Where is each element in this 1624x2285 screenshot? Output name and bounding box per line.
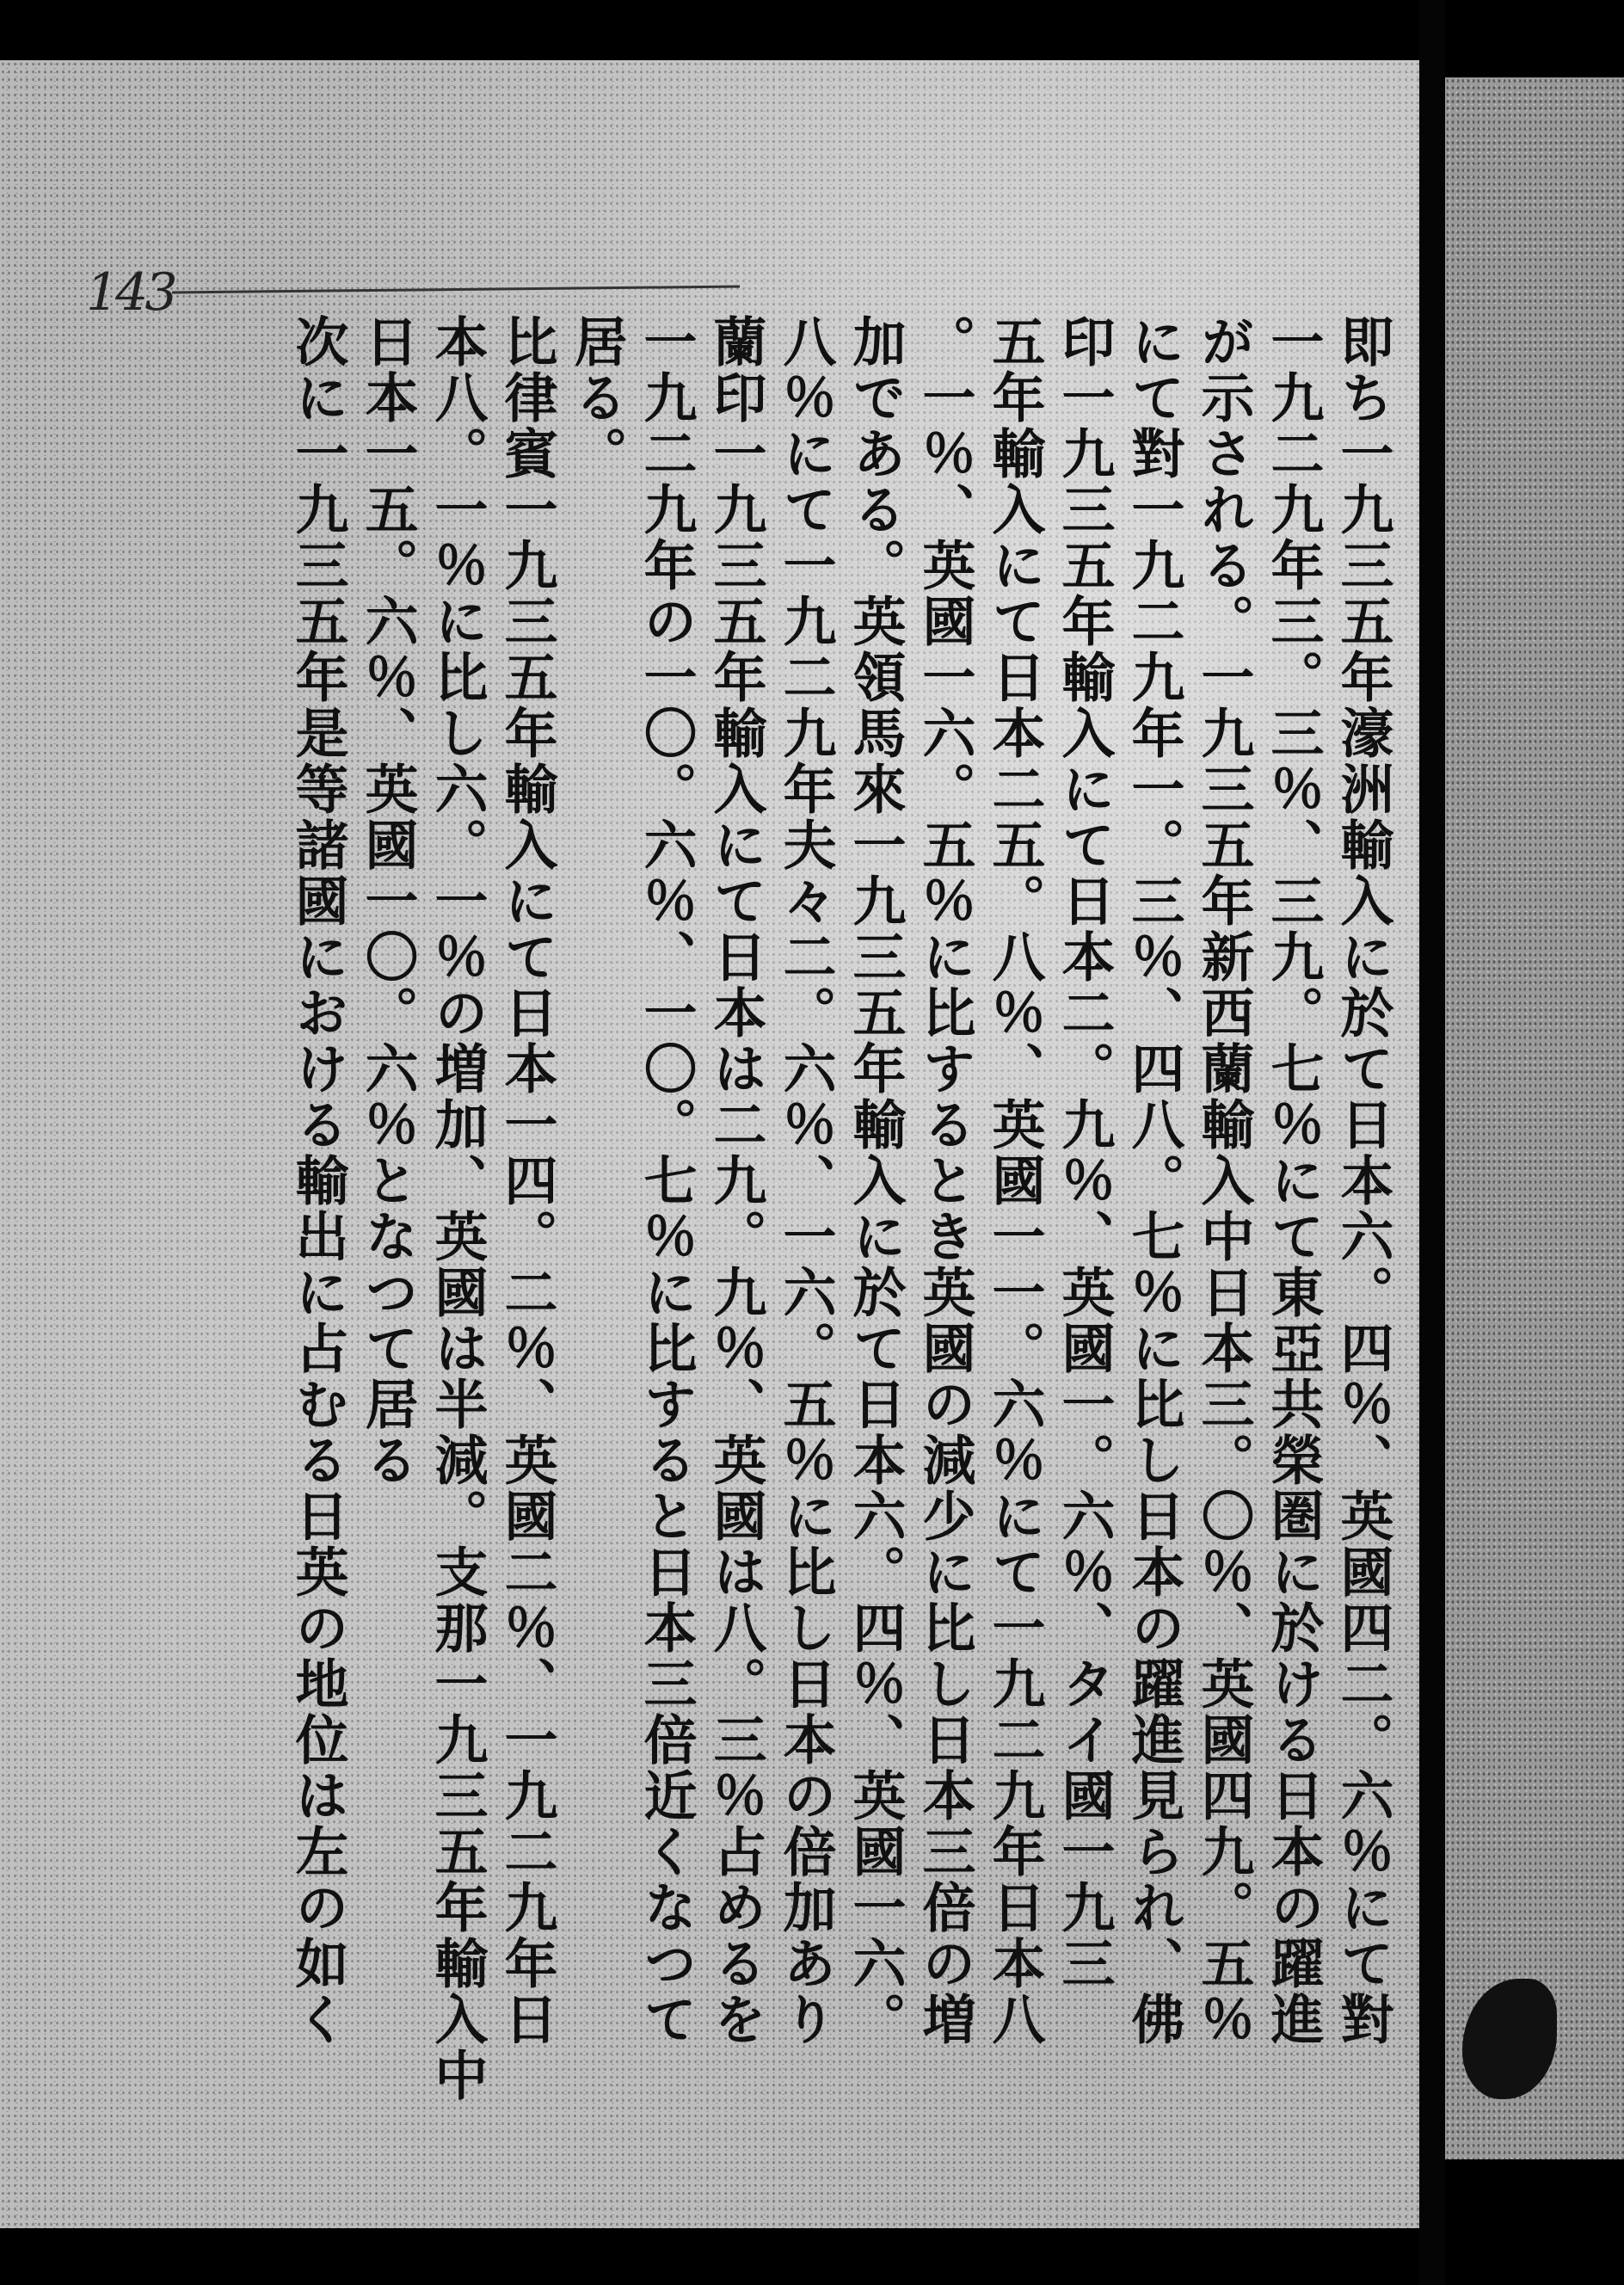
text-column: 。一％、英國一六。五％に比するとき英國の減少に比し日本三倍の増	[914, 314, 976, 2048]
text-column: 一九二九年三。三％、三九。七％にて東亞共榮圏に於ける日本の躍進	[1262, 314, 1325, 2048]
text-column: 即ち一九三五年濠洲輸入に於て日本六。四％、英國四二。六％にて對	[1332, 314, 1394, 2048]
text-column: 八％にて一九二九年夫々二。六％、一六。五％に比し日本の倍加あり	[774, 314, 837, 2048]
text-column: にて對一九二九年一。三％、四八。七％に比し日本の躍進見られ、佛	[1123, 314, 1185, 2048]
text-column: 加である。英領馬來一九三五年輸入に於て日本六。四％、英國一六。	[844, 314, 907, 2048]
text-column: 蘭印一九三五年輸入にて日本は二九。九％、英國は八。三％占めるを	[704, 314, 767, 2048]
text-column: 本八。一％に比し六。一％の増加、英國は半減。支那一九三五年輸入中	[426, 314, 489, 2103]
pencil-underline	[172, 286, 740, 294]
text-column: 次に一九三五年是等諸國における輸出に占むる日英の地位は左の如く	[286, 314, 349, 2048]
vertical-text-body	[194, 314, 1398, 2207]
page-number: 143	[86, 262, 175, 323]
text-column: 五年輸入にて日本二五。八％、英國一一。六％にて一九二九年日本八	[983, 314, 1046, 2048]
text-column: が示される。一九三五年新西蘭輸入中日本三。〇％、英國四九。五％	[1192, 314, 1255, 2048]
text-column: 比律賓一九三五年輸入にて日本一四。二％、英國二％、一九二九年日	[495, 314, 558, 2048]
book-spine	[1419, 0, 1445, 2285]
text-column: 日本一五。六％、英國一〇。六％となつて居る	[356, 314, 419, 1488]
text-column: 居る。	[565, 314, 628, 482]
book-page	[0, 60, 1419, 2228]
text-column: 印一九三五年輸入にて日本二。九％、英國一。六％、タイ國一九三	[1053, 314, 1116, 1992]
adjacent-page-edge	[1445, 77, 1624, 2159]
text-column: 一九二九年の一〇。六％、一〇。七％に比すると日本三倍近くなつて	[635, 314, 698, 2048]
